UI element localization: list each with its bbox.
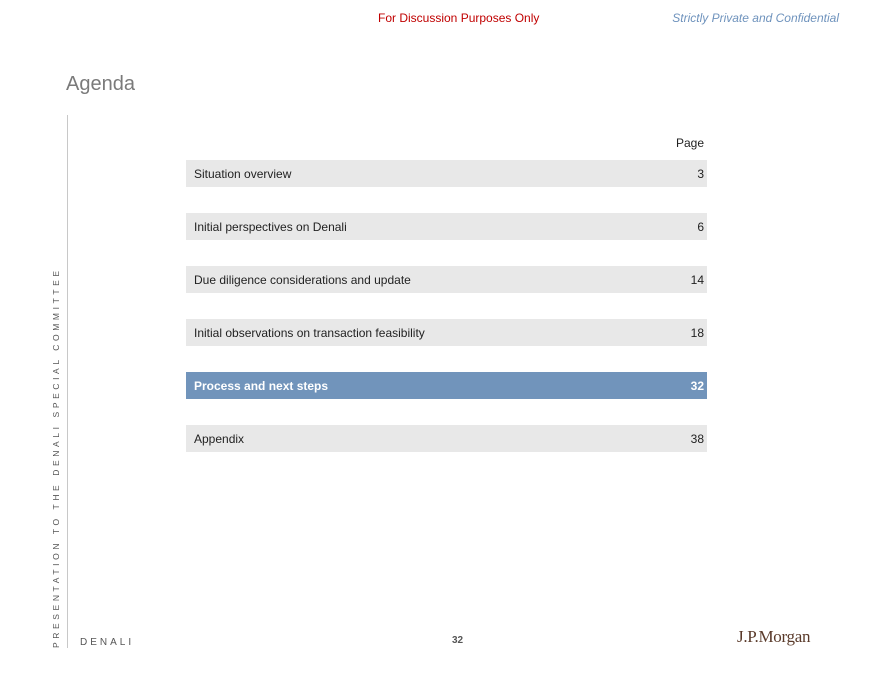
agenda-item-page: 3	[697, 166, 704, 181]
agenda-item-current	[186, 372, 707, 399]
agenda-item-page: 32	[690, 378, 704, 393]
agenda-item	[186, 213, 707, 240]
agenda-item-label: Process and next steps	[194, 378, 329, 393]
agenda-item	[186, 319, 707, 346]
page-title: Agenda	[66, 73, 135, 95]
agenda-item	[186, 160, 707, 187]
agenda-item	[186, 266, 707, 293]
agenda-item-page: 38	[690, 431, 704, 446]
agenda-item	[186, 425, 707, 452]
discussion-disclaimer: For Discussion Purposes Only	[378, 11, 540, 25]
confidentiality-notice: Strictly Private and Confidential	[672, 11, 839, 25]
project-name: DENALI	[80, 637, 135, 648]
page-column-header: Page	[675, 136, 704, 150]
agenda-item-page: 18	[690, 325, 704, 340]
agenda-list	[186, 160, 707, 478]
agenda-item-label: Initial perspectives on Denali	[194, 219, 347, 234]
agenda-item-label: Due diligence considerations and update	[194, 272, 411, 287]
page-number: 32	[452, 635, 464, 646]
agenda-item-label: Initial observations on transaction feasibility	[194, 325, 425, 340]
agenda-item-label: Appendix	[194, 431, 245, 446]
agenda-item-page: 6	[697, 219, 704, 234]
left-divider	[67, 115, 68, 648]
sidebar-vertical-text: PRESENTATION TO THE DENALI SPECIAL COMMITTEE	[51, 267, 61, 648]
agenda-item-page: 14	[690, 272, 704, 287]
agenda-item-label: Situation overview	[194, 166, 292, 181]
jpmorgan-logo: J.P.Morgan	[737, 627, 811, 646]
